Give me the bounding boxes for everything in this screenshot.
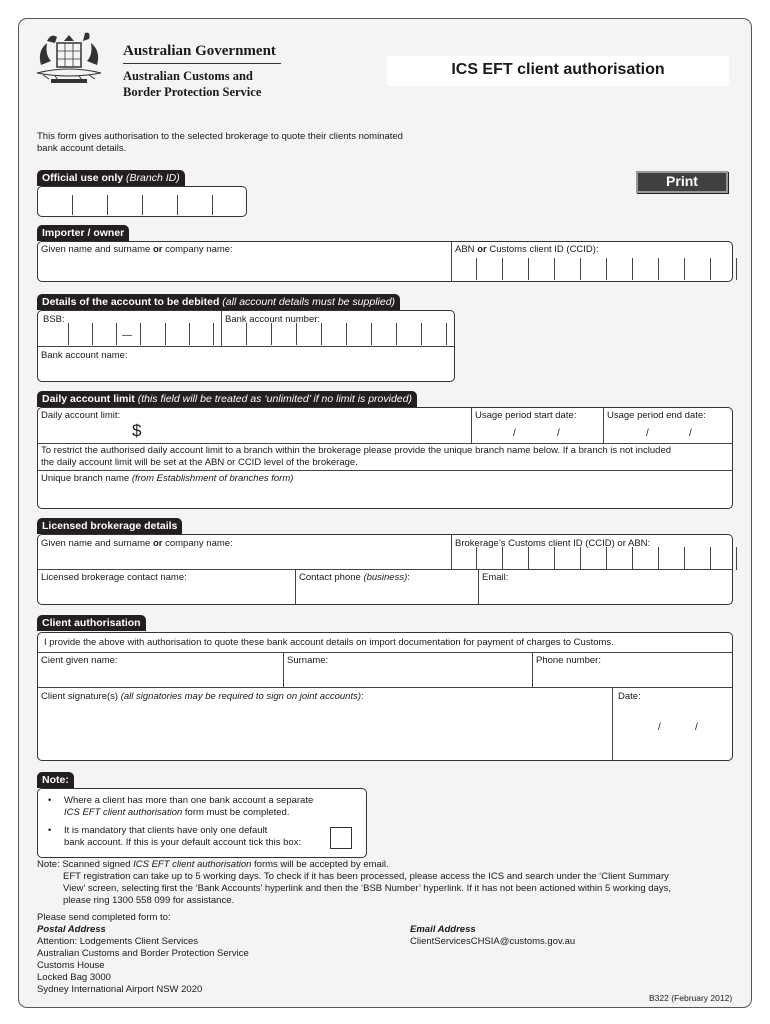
divider: [451, 535, 452, 570]
brokerage-tab: Licensed brokerage details: [37, 518, 182, 534]
form-title: ICS EFT client authorisation: [387, 56, 729, 86]
print-button[interactable]: Print: [636, 171, 728, 193]
restrict-line: the daily account limit will be set at the ABN or CCID level of the brokerage.: [41, 457, 358, 468]
postal-line: Locked Bag 3000: [37, 972, 111, 983]
postal-line: Customs House: [37, 960, 105, 971]
email-input[interactable]: [481, 584, 729, 602]
note-item-1: Where a client has more than one bank account a separate ICS EFT client authorisation form must be completed.: [64, 795, 314, 818]
divider: [532, 652, 533, 687]
branch-name-label: Unique branch name (from Establishment of branches form): [41, 473, 294, 484]
divider: [38, 687, 732, 688]
note-tab: Note:: [37, 772, 74, 788]
note-item-2: It is mandatory that clients have only one default bank account. If this is your default account tick this box:: [64, 825, 302, 848]
bsb-dash: —: [122, 330, 132, 341]
tab-label: Daily account limit: [42, 393, 135, 405]
bank-account-name-label: Bank account name:: [41, 350, 128, 361]
client-given-name-input[interactable]: [40, 667, 280, 685]
contact-name-label: Licensed brokerage contact name:: [41, 572, 187, 583]
tab-note: (all account details must be supplied): [222, 296, 396, 308]
client-tab: Client authorisation: [37, 615, 146, 631]
divider: [38, 443, 732, 444]
divider: [221, 311, 222, 347]
tab-note: (Branch ID): [126, 172, 180, 184]
contact-phone-input[interactable]: [298, 584, 476, 602]
divider: [38, 652, 732, 653]
tab-label: Official use only: [42, 172, 124, 184]
bank-account-number-input[interactable]: [246, 323, 447, 345]
date-separator: /: [557, 428, 560, 439]
agency-name-line1: Australian Customs and: [123, 69, 253, 83]
importer-name-label: Given name and surname or company name:: [41, 244, 233, 255]
signature-input[interactable]: [40, 703, 610, 758]
restrict-text: [41, 445, 731, 469]
client-box: [37, 632, 733, 761]
send-intro: Please send completed form to:: [37, 912, 171, 923]
government-name: Australian Government: [123, 43, 276, 59]
usage-start-input[interactable]: [474, 422, 600, 442]
intro-line: This form gives authorisation to the selected brokerage to quote their clients nominated: [37, 131, 403, 142]
importer-abn-input[interactable]: [476, 258, 737, 280]
postal-line: Attention: Lodgements Client Services: [37, 936, 199, 947]
usage-end-input[interactable]: [606, 422, 730, 442]
tab-label: Details of the account to be debited: [42, 296, 220, 308]
contact-name-input[interactable]: [40, 584, 292, 602]
bullet: •: [48, 825, 52, 836]
divider: [478, 569, 479, 604]
footer-note-line: View’ screen, selecting first the ‘Bank Accounts’ hyperlink and then the ‘BSB Number’ hyperlink. If it has not been actioned within 5 working days,: [63, 883, 671, 894]
bank-account-number-label: Bank account number:: [225, 314, 321, 325]
daily-limit-label: Daily account limit:: [41, 410, 121, 421]
divider: [38, 470, 732, 471]
postal-line: Australian Customs and Border Protection Service: [37, 948, 249, 959]
bank-account-name-input[interactable]: [40, 361, 450, 379]
limit-tab: [37, 391, 417, 407]
date-separator: /: [689, 428, 692, 439]
divider: [38, 569, 732, 570]
form-code: B322 (February 2012): [649, 993, 733, 1003]
branch-name-input[interactable]: [40, 485, 730, 505]
importer-box: [37, 241, 733, 282]
divider: [295, 569, 296, 604]
tab-note: (this field will be treated as ‘unlimited’ if no limit is provided): [137, 393, 412, 405]
bsb-label: BSB:: [43, 314, 65, 325]
intro-line: bank account details.: [37, 143, 127, 154]
client-phone-label: Phone number:: [536, 655, 601, 666]
divider: [283, 652, 284, 687]
brokerage-name-input[interactable]: [40, 550, 450, 568]
importer-name-input[interactable]: [40, 256, 448, 280]
divider: [38, 346, 454, 347]
divider: [471, 408, 472, 444]
contact-phone-label: Contact phone (business):: [299, 572, 410, 583]
divider: [603, 408, 604, 444]
logo-divider: [123, 63, 281, 64]
authorisation-statement: I provide the above with authorisation to quote these bank account details on import documentation for payment of charges to Customs.: [44, 637, 614, 648]
brokerage-ccid-label: Brokerage’s Customs client ID (CCID) or ABN:: [455, 538, 651, 549]
postal-line: Sydney International Airport NSW 2020: [37, 984, 203, 995]
footer-note-line: please ring 1300 558 099 for assistance.: [63, 895, 235, 906]
date-separator: /: [646, 428, 649, 439]
bsb-input[interactable]: [68, 323, 237, 345]
footer-note-line: Note: Scanned signed ICS EFT client authorisation forms will be accepted by email.: [37, 859, 389, 870]
importer-abn-label: ABN or Customs client ID (CCID):: [455, 244, 599, 255]
client-given-name-label: Cient given name:: [41, 655, 118, 666]
daily-limit-input[interactable]: [148, 422, 468, 442]
date-separator: /: [513, 428, 516, 439]
divider: [451, 242, 452, 281]
limit-box: [37, 407, 733, 509]
email-label: Email:: [482, 572, 509, 583]
email-heading: Email Address: [410, 924, 476, 935]
email-address: ClientServicesCHSIA@customs.gov.au: [410, 936, 576, 947]
footer-note-line: EFT registration can take up to 5 working days. To check if it has been processed, please access the ICS and search under the ‘Client Summary: [63, 871, 669, 882]
postal-heading: Postal Address: [37, 924, 106, 935]
branch-id-field[interactable]: [37, 186, 247, 217]
client-surname-input[interactable]: [286, 667, 530, 685]
divider: [612, 687, 613, 761]
intro-text: [37, 131, 477, 155]
bullet: •: [48, 795, 52, 806]
brokerage-box: [37, 534, 733, 605]
client-surname-label: Surname:: [287, 655, 329, 666]
importer-tab: Importer / owner: [37, 225, 129, 241]
brokerage-ccid-input[interactable]: [476, 547, 737, 570]
account-tab: [37, 294, 400, 310]
date-input[interactable]: [616, 703, 730, 758]
date-separator: /: [695, 722, 698, 733]
form-page: [18, 18, 752, 1008]
coat-of-arms-logo: [31, 29, 107, 85]
account-box: [37, 310, 455, 382]
agency-name-line2: Border Protection Service: [123, 85, 262, 99]
currency-symbol: $: [132, 421, 142, 440]
signature-label: Client signature(s) (all signatories may be required to sign on joint accounts):: [41, 691, 364, 702]
default-account-checkbox[interactable]: [330, 827, 352, 849]
official-use-tab: [37, 170, 185, 186]
note-box: [37, 788, 367, 858]
client-phone-input[interactable]: [535, 667, 729, 685]
restrict-line: To restrict the authorised daily account limit to a branch within the brokerage please provide the unique branch name below. If a branch is not included: [41, 445, 672, 456]
date-separator: /: [658, 722, 661, 733]
date-label: Date:: [618, 691, 641, 702]
brokerage-name-label: Given name and surname or company name:: [41, 538, 233, 549]
usage-end-label: Usage period end date:: [607, 410, 706, 421]
usage-start-label: Usage period start date:: [475, 410, 577, 421]
